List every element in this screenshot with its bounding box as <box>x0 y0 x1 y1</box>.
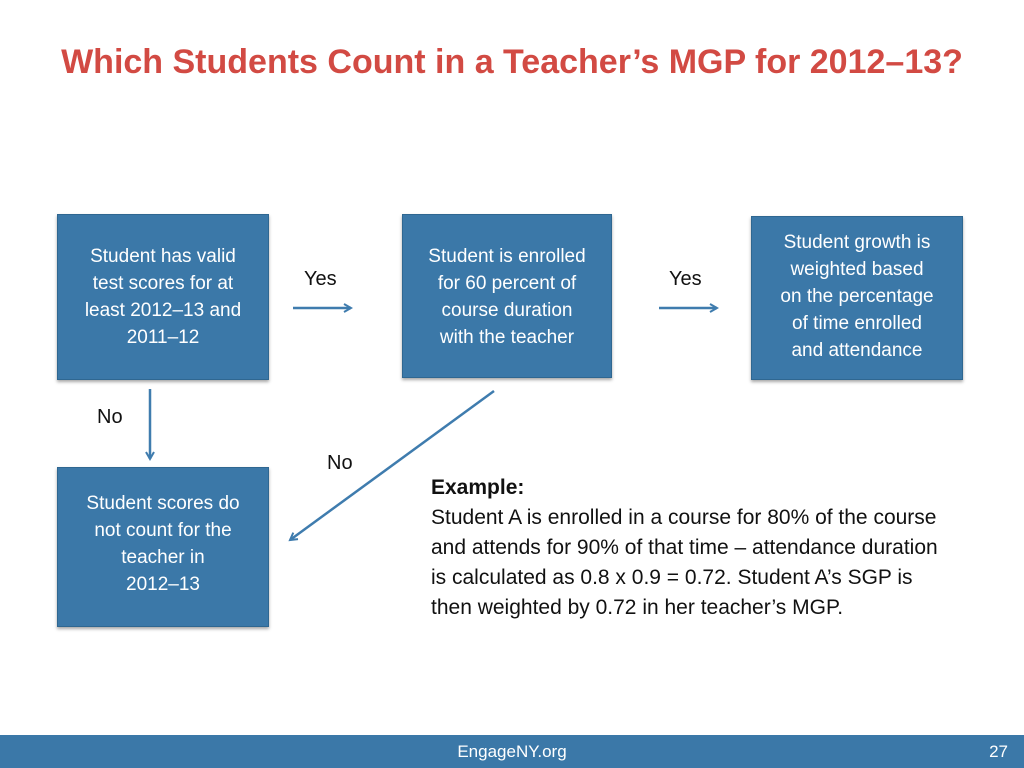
box-scores-not-count-text: Student scores do not count for the teacher in 2012–13 <box>86 493 240 595</box>
example-heading: Example: <box>431 476 525 499</box>
example-block <box>431 473 951 623</box>
no-label-2: No <box>327 452 353 474</box>
no-label-1: No <box>97 406 123 428</box>
yes-label-2: Yes <box>669 268 702 290</box>
yes-label-1: Yes <box>304 268 337 290</box>
box-enrolled-60-percent-text: Student is enrolled for 60 percent of course duration with the teacher <box>428 246 586 348</box>
footer-site: EngageNY.org <box>457 742 567 761</box>
slide-title: Which Students Count in a Teacher’s MGP for 2012–13? <box>61 43 963 81</box>
example-text: Student A is enrolled in a course for 80% of the course and attends for 90% of that time – attendance duration is calculated as 0.8 x 0.9 = 0.72. Student A’s SGP is then weighted by 0.72 in her teacher’s MGP. <box>431 506 938 619</box>
box-growth-weighted-text: Student growth is weighted based on the percentage of time enrolled and attendance <box>780 232 934 361</box>
footer-bar <box>0 735 1024 768</box>
page-number: 27 <box>989 742 1008 761</box>
box-valid-test-scores-text: Student has valid test scores for at least 2012–13 and 2011–12 <box>84 246 242 348</box>
